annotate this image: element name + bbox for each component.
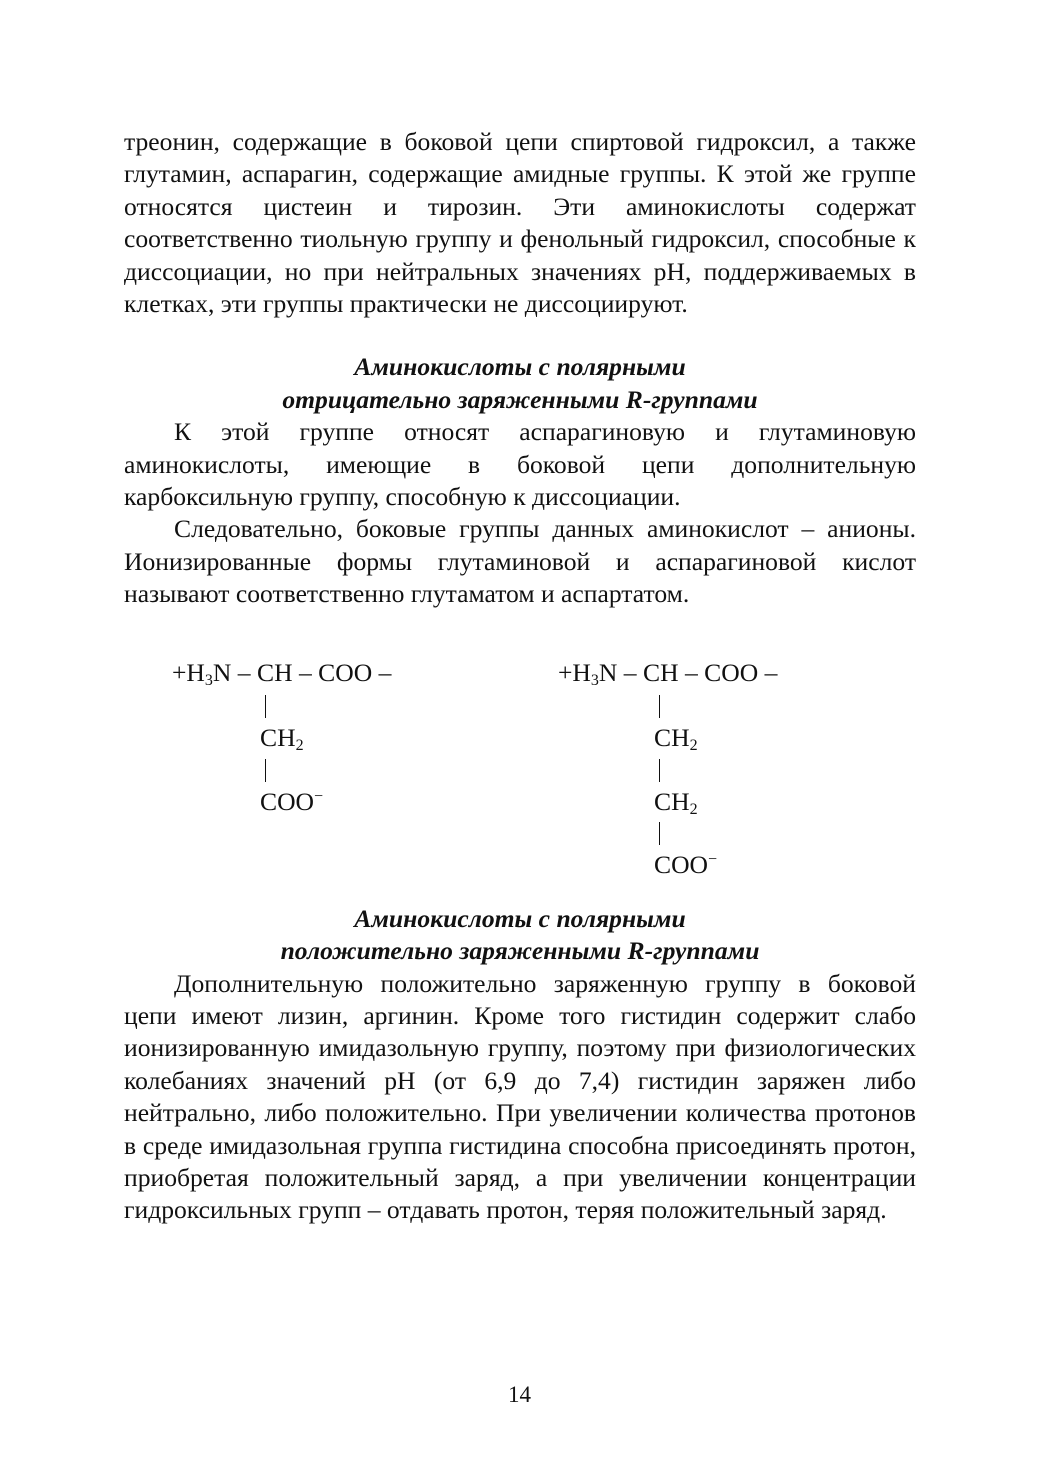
bond-line [659, 759, 660, 782]
bond-line [659, 695, 660, 718]
paragraph: Дополнительную положительно заряженную группу в боковой цепи имеют лизин, аргинин. Кроме того гистидин содержит слабо ионизированную имидазольную группу, поэтому при физиологических колебаниях значений pH (от 6,9 до 7,4) гистидин заряжен либо нейтрально, либо положительно. При увеличении количества протонов в среде имидазольная группа гистидина способна присоединять протон, приобретая положительный заряд, а при увеличении концентрации гидроксильных групп – отдавать протон, теряя положительный заряд. [124, 968, 916, 1225]
glutamate-ch2-second: $CH_2$ [654, 786, 698, 818]
bond-line [265, 695, 266, 718]
glutamate-coo: COO− [654, 849, 718, 879]
paragraph: К этой группе относят аспарагиновую и глутаминовую аминокислоты, имеющие в боковой цепи дополнительную карбоксильную группу, способную к диссоциации. [124, 417, 916, 512]
heading-line: положительно заряженными R-группами [280, 936, 760, 966]
aspartate-main-chain: $+H_3N$ – CH – COO – [172, 657, 392, 689]
heading-line: отрицательно заряженными R-группами [282, 384, 758, 414]
glutamate-ch2-first: $CH_2$ [654, 722, 698, 754]
aspartate-coo: COO− [260, 786, 324, 816]
aspartate-ch2: $CH_2$ [260, 722, 304, 754]
page-body [124, 126, 916, 1227]
paragraph: Следовательно, боковые группы данных аминокислот – анионы. Ионизированные формы глутаминовой и аспарагиновой кислот называют соответственно глутаматом и аспартатом. [124, 514, 916, 609]
glutamate-main-chain: $+H_3N$ – CH – COO – [558, 657, 778, 689]
section-heading-negative [124, 351, 916, 416]
bond-line [659, 822, 660, 845]
heading-line: Аминокислоты с полярными [354, 352, 686, 382]
structural-formulas [124, 611, 916, 879]
section-heading-positive [124, 903, 916, 968]
heading-line: Аминокислоты с полярными [354, 903, 686, 933]
bond-line [265, 759, 266, 782]
page-number: 14 [508, 1382, 531, 1407]
paragraph: треонин, содержащие в боковой цепи спиртовой гидроксил, а также глутамин, аспарагин, содержащие амидные группы. К этой же группе относятся цистеин и тирозин. Эти аминокислоты содержат соответственно тиольную группу и фенольный гидроксил, способные к диссоциации, но при нейтральных значениях pH, поддерживаемых в клетках, эти группы практически не диссоциируют. [124, 127, 916, 319]
